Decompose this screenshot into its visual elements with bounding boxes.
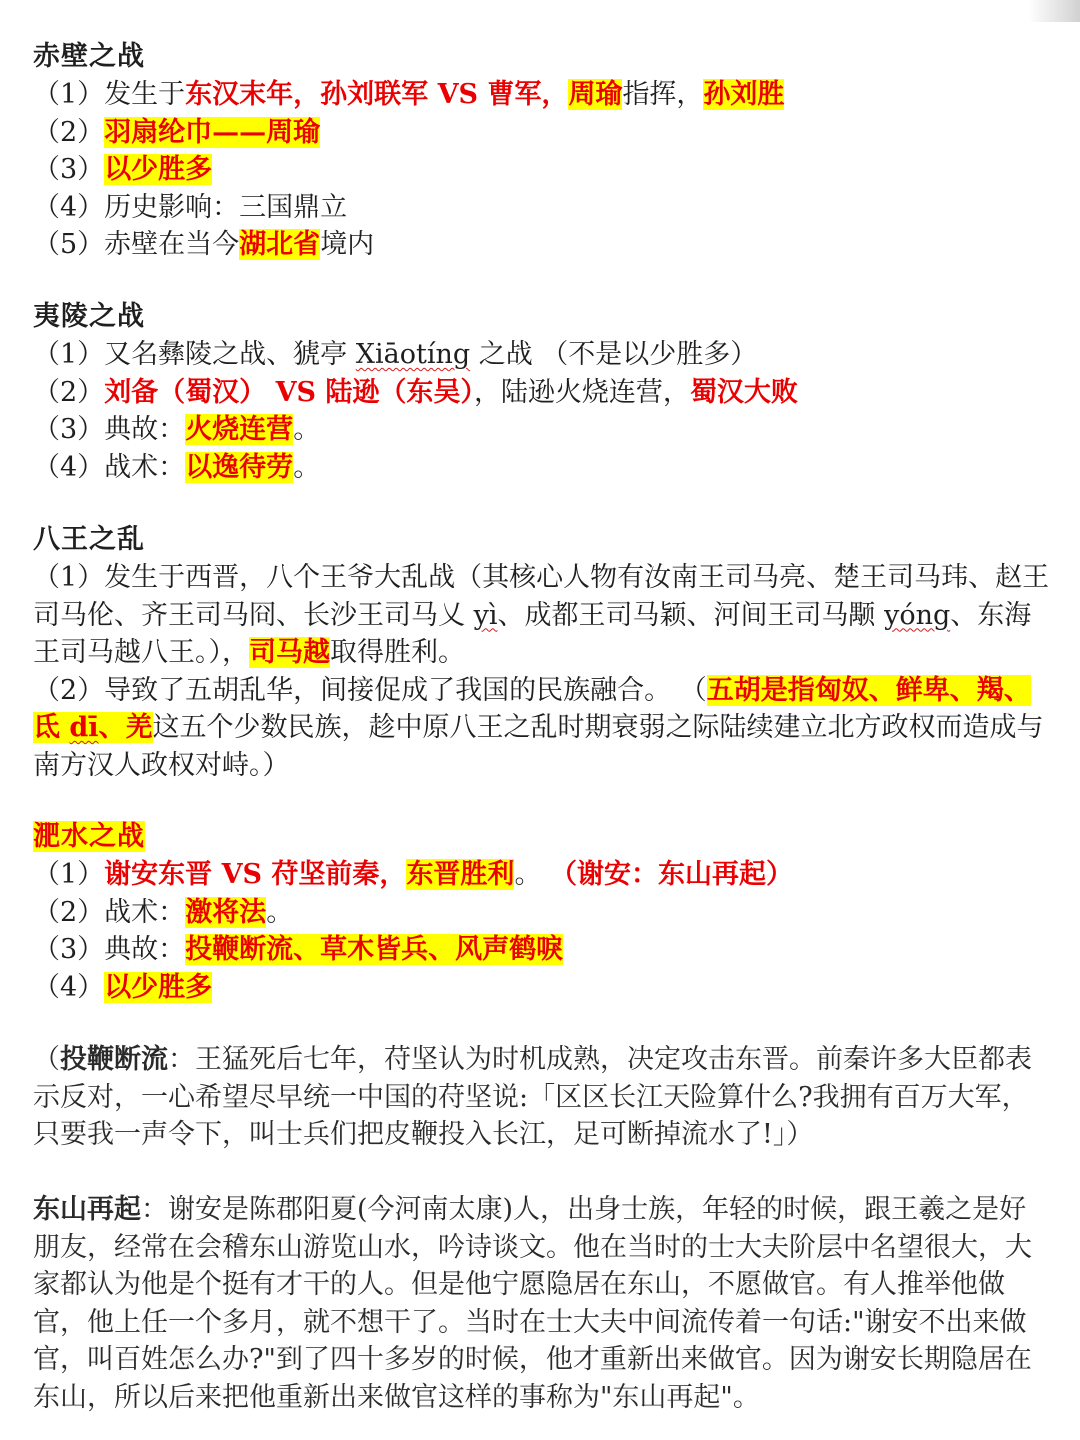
feishui-line-4 [33,969,1053,1007]
yiling-l2-sides: 刘备（蜀汉） VS 陆逊（东吴） [104,376,474,408]
chibi-l2-text: 羽扇纶巾——周瑜 [104,116,321,148]
chibi-l2-prefix: （2） [33,116,105,148]
yiling-line-1 [33,336,1053,374]
feishui-line-2 [33,894,1053,932]
feishui-l4-text: 以少胜多 [104,971,213,1003]
section-title-chibi: 赤壁之战 [33,41,145,72]
yiling-line-4 [33,449,1053,487]
section-title-yiling: 夷陵之战 [33,301,145,332]
yiling-l4-suffix: 。 [293,451,321,483]
bawang-p2-wuhu-1: 五胡是指匈奴、鲜卑、羯、氐 [33,674,1031,743]
feishui-l3-text: 投鞭断流、草木皆兵、风声鹤唳 [185,934,564,965]
bawang-p2-b: 这五个少数民族，趁中原八王之乱时期衰弱之际陆续建立北方政权而造成与南方汉人政权对峙。） [33,712,1044,781]
chibi-l5-prefix: （5）赤壁在当今 [33,229,240,260]
feishui-l2-suffix: 。 [266,896,294,928]
yiling-line-2 [33,374,1053,412]
chibi-l5-suffix: 境内 [320,229,375,260]
chibi-l1-commander: 周瑜 [568,79,623,110]
chibi-l1-era: 东汉末年，孙刘联军 VS 曹军， [185,79,569,110]
feishui-line-3 [33,931,1053,969]
chibi-l1-prefix: （1）发生于 [33,79,186,110]
feishui-l2-text: 激将法 [185,896,267,928]
chibi-l3-prefix: （3） [33,154,105,185]
chibi-line-3 [33,151,1053,189]
yiling-l3-suffix: 。 [293,414,321,445]
yiling-l4-prefix: （4）战术： [33,451,186,483]
bawang-p2-a: （2）导致了五胡乱华，间接促成了我国的民族融合。 （ [33,674,707,706]
feishui-l1-result: 东晋胜利 [406,859,515,890]
page-edge-shadow [1028,0,1080,22]
yiling-l2-mid: ，陆逊火烧连营， [473,376,690,408]
bawang-paragraph-2 [33,672,1053,785]
section-title-feishui: 淝水之战 [33,821,145,852]
feishui-l1-prefix: （1） [33,859,105,890]
bawang-p1-a: （1）发生于西晋，八个王爷大乱战（其核心人物有汝南王司马亮、楚王司马玮、赵王司马伦、齐王司马冏、长沙王司马乂 [33,562,1050,631]
yiling-l2-result: 蜀汉大败 [689,376,798,408]
section-bawang [33,521,1053,784]
chibi-line-2 [33,114,1053,152]
section-feishui [33,818,1053,1006]
feishui-l1-sides: 谢安东晋 VS 苻坚前秦， [104,859,407,890]
chibi-l1-winner: 孙刘胜 [703,79,785,110]
chibi-line-5 [33,226,1053,264]
section-yiling [33,298,1053,486]
yiling-l1-b: 之战 （不是以少胜多） [470,339,758,370]
chibi-l1-mid: 指挥， [622,79,704,110]
yiling-l2-prefix: （2） [33,376,105,408]
yiling-l3-text: 火烧连营 [185,414,294,445]
yiling-l1-pinyin: Xiāotíng [355,339,471,370]
toubian-term: 投鞭断流 [60,1044,168,1075]
yiling-line-3 [33,411,1053,449]
chibi-l5-place: 湖北省 [239,229,321,260]
feishui-line-1 [33,856,1053,894]
toubian-note [33,1041,1053,1154]
dongshan-body: ：谢安是陈郡阳夏(今河南太康)人，出身士族，年轻的时候，跟王羲之是好朋友，经常在会稽东山游览山水，吟诗谈文。他在当时的士大夫阶层中名望很大，大家都认为他是个挺有才干的人。但是他宁愿隐居在东山，不愿做官。有人推举他做官，他上任一个多月，就不想干了。当时在士大夫中间流传着一句话:"谢安不出来做官，叫百姓怎么办?"到了四十多岁的时候，他才重新出来做官。因为谢安长期隐居在东山，所以后来把他重新出来做官这样的事称为"东山再起"。 [33,1194,1032,1413]
feishui-l1-note: （谢安：东山再起） [550,859,794,890]
section-chibi [33,38,1053,264]
bawang-p1-winner: 司马越 [249,637,330,668]
chibi-line-4: （4）历史影响：三国鼎立 [33,191,348,223]
feishui-l3-prefix: （3）典故： [33,934,186,965]
bawang-p2-pinyin-di: dī [69,712,99,743]
chibi-l3-text: 以少胜多 [104,154,213,185]
dongshan-note [33,1191,1053,1416]
bawang-p1-b: 、成都王司马颖、河间王司马颙 [497,599,885,631]
toubian-body: ：王猛死后七年，苻坚认为时机成熟，决定攻击东晋。前秦许多大臣都表示反对，一心希望尽早统一中国的苻坚说:「区区长江天险算什么?我拥有百万大军，只要我一声令下，叫士兵们把皮鞭投入长江，足可断掉流水了!」） [33,1044,1032,1150]
section-title-bawang: 八王之乱 [33,524,145,555]
bawang-p1-pinyin-yong: yóng [884,599,951,631]
yiling-l4-text: 以逸待劳 [185,451,294,483]
bawang-p1-c: 、东海王司马越八王。）， [33,599,1032,668]
toubian-open: （ [33,1044,60,1075]
feishui-l1-mid: 。 [514,859,551,890]
feishui-l2-prefix: （2）战术： [33,896,186,928]
bawang-p2-wuhu-2: 、羌 [98,712,153,743]
feishui-l4-prefix: （4） [33,971,105,1003]
bawang-paragraph-1 [33,559,1053,672]
yiling-l1-a: （1）又名彝陵之战、猇亭 [33,339,356,370]
dongshan-term: 东山再起 [33,1194,141,1225]
bawang-p1-pinyin-yi: yì [473,599,498,631]
yiling-l3-prefix: （3）典故： [33,414,186,445]
chibi-line-1 [33,76,1053,114]
bawang-p1-d: 取得胜利。 [330,637,465,668]
